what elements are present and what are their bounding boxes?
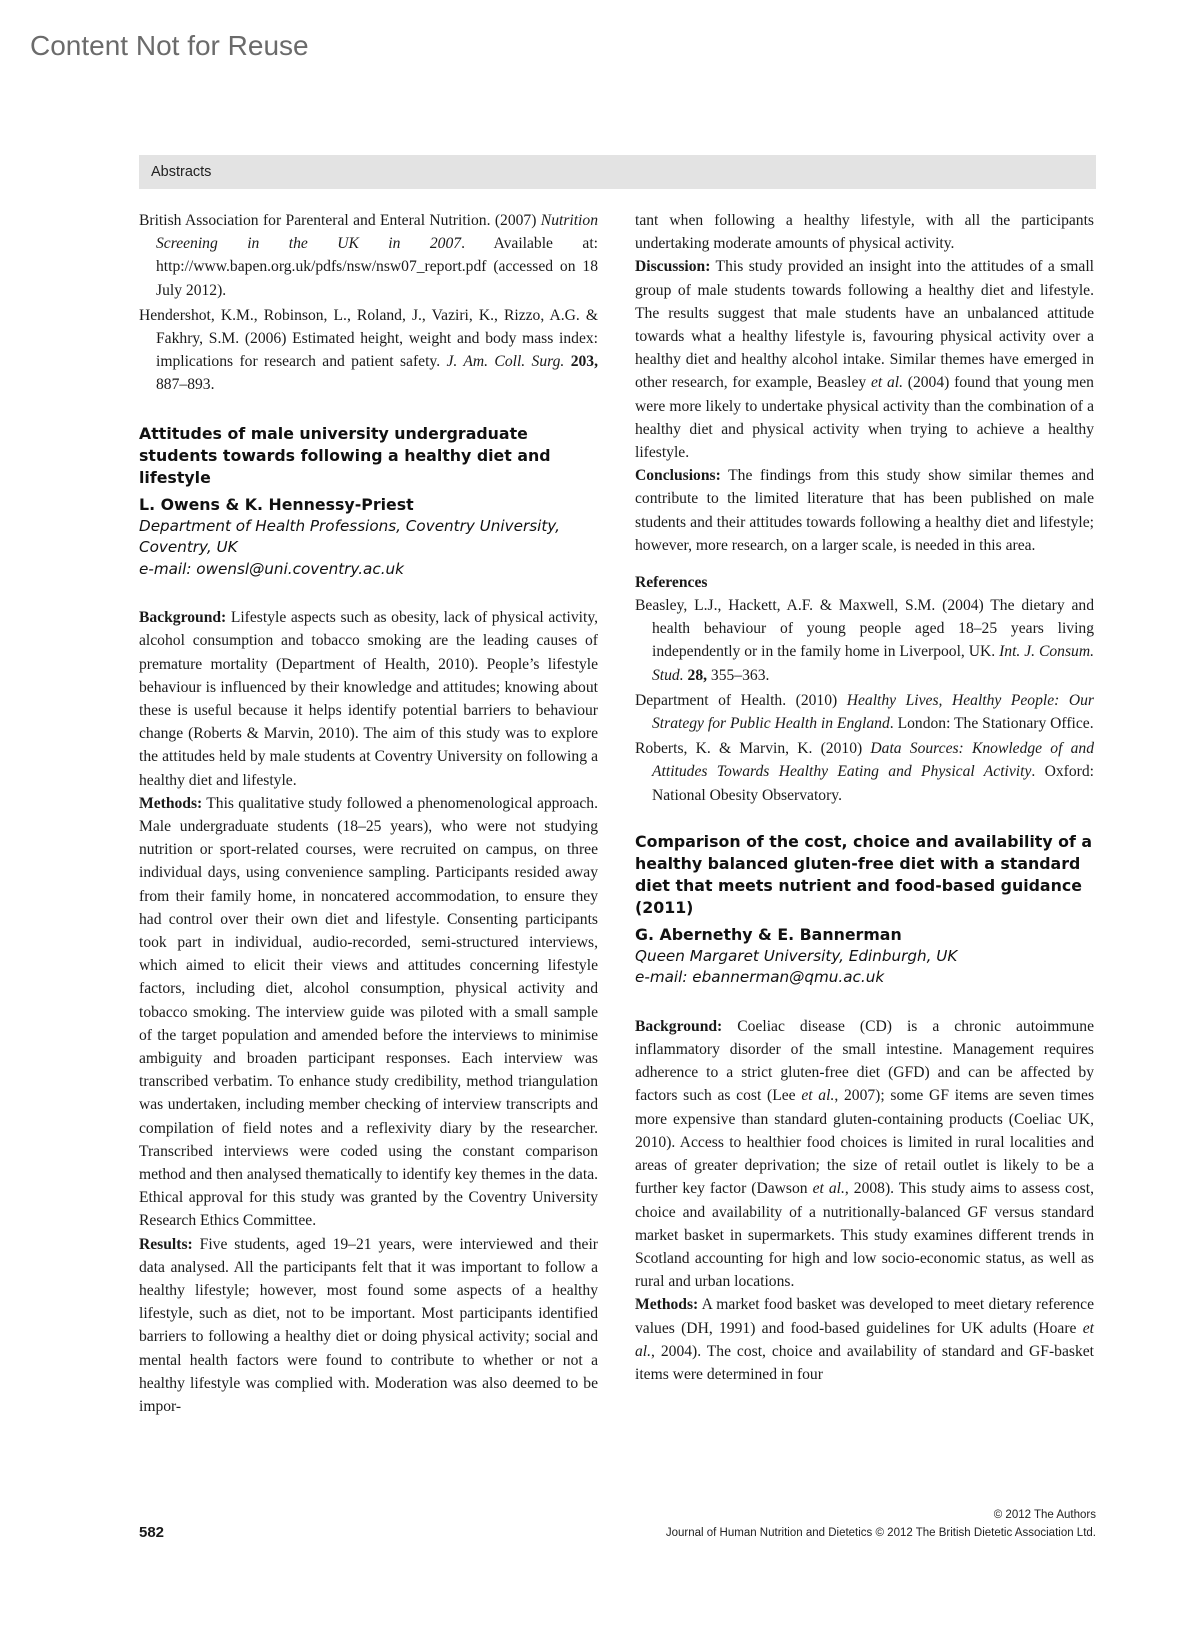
footer-journal: Journal of Human Nutrition and Dietetics © 2012 The British Dietetic Association Ltd. [665,1527,1096,1539]
watermark: Content Not for Reuse [30,30,309,61]
reference-item: Hendershot, K.M., Robinson, L., Roland, J., Vaziri, K., Rizzo, A.G. & Fakhry, S.M. (2006) Estimated height, weight and body mass index: implications for research and patient safety. J. Am. Coll. Surg. 203, 887–893. [139,306,598,394]
reference-item: Roberts, K. & Marvin, K. (2010) Data Sources: Knowledge of and Attitudes Towards Healthy Eating and Physical Activity. Oxford: National Obesity Observatory. [635,740,1095,804]
article-email: e-mail: ebannerman@qmu.ac.uk [635,968,885,987]
reference-item: Department of Health. (2010) Healthy Lives, Healthy People: Our Strategy for Public Health in England. London: The Stationary Office. [635,691,1094,733]
article-authors: G. Abernethy & E. Bannerman [635,924,902,944]
abstract-background: Background: Lifestyle aspects such as obesity, lack of physical activity, alcohol consumption and tobacco smoking are the leading causes of premature mortality (Department of Health, 2010). People’s lifestyle behaviour is influenced by their knowledge and attitudes; knowing about these is useful because it helps identify potential barriers to behaviour change (Roberts & Marvin, 2010). The aim of this study was to explore the attitudes held by male students at Coventry University on following a healthy diet and lifestyle. [139,609,598,789]
article-affiliation: Queen Margaret University, Edinburgh, UK [635,946,958,965]
article-email: e-mail: owensl@uni.coventry.ac.uk [139,559,404,578]
left-column [139,209,598,1418]
footer-credits [666,1506,1096,1542]
footer-copyright: © 2012 The Authors [993,1509,1096,1521]
reference-item: British Association for Parenteral and Enteral Nutrition. (2007) Nutrition Screening in the UK in 2007. Available at: http://www.bapen.org.uk/pdfs/nsw/nsw07_report.pdf (accessed on 18 July 2012). [139,212,598,299]
abstract-methods: Methods: This qualitative study followed a phenomenological approach. Male undergraduate students (18–25 years), who were not studying nutrition or sport-related courses, were recruited on campus, on three individual days, using convenience sampling. Participants resided away from their family home, in noncatered accommodation, to ensure they had control over their own diet and lifestyle. Consenting participants took part in individual, audio-recorded, semi-structured interviews, which aimed to elicit their views and attitudes concerning lifestyle factors, including diet, alcohol consumption, physical activity and tobacco smoking. The interview guide was piloted with a small sample of the target population and amended before the interviews to minimise ambiguity and broaden participant responses. Each interview was transcribed verbatim. To enhance study credibility, method triangulation was undertaken, including member checking of interview transcripts and compilation of field notes and a reflexivity diary by the researcher. Transcribed interviews were coded using the constant comparison method and then analysed thematically to identify key themes in the data. Ethical approval for this study was granted by the Coventry University Research Ethics Committee. [139,794,599,1230]
references-heading: References [635,574,708,592]
abstract-methods: Methods: A market food basket was developed to meet dietary reference values (DH, 1991) and food-based guidelines for UK adults (Hoare et al., 2004). The cost, choice and availability of standard and GF-basket items were determined in four [635,1296,1094,1383]
abstract-conclusions: Conclusions: The findings from this study show similar themes and contribute to the limited literature that has been published on male students and their attitudes towards following a healthy diet and lifestyle; however, more research, on a larger scale, is needed in this area. [635,467,1094,554]
page-number: 582 [139,1524,165,1541]
abstract-background: Background: Coeliac disease (CD) is a chronic autoimmune inflammatory disorder of the small intestine. Management requires adherence to a strict gluten-free diet (GFD) and can be affected by factors such as cost (Lee et al., 2007); some GF items are seven times more expensive than standard gluten-containing products (Coeliac UK, 2010). Access to healthier food choices is limited in rural localities and areas of greater deprivation; the size of retail outlet is likely to be a further key factor (Dawson et al., 2008). This study aims to assess cost, choice and availability of a nutritionally-balanced GF versus standard market basket in supermarkets. This study examines different trends in Scotland accounting for high and low socio-economic status, as well as rural and urban locations. [635,1017,1095,1291]
reference-item: Beasley, L.J., Hackett, A.F. & Maxwell, S.M. (2004) The dietary and health behaviour of young people aged 18–25 years living independently or in the family home in Liverpool, UK. Int. J. Consum. Stud. 28, 355–363. [635,597,1094,684]
section-header: Abstracts [151,164,212,180]
section-header-bar [139,155,1096,189]
article-authors: L. Owens & K. Hennessy-Priest [139,494,414,514]
abstract-results: Results: Five students, aged 19–21 years, were interviewed and their data analysed. All the participants felt that it was important to follow a healthy lifestyle; however, most found some aspects of a healthy lifestyle, such as diet, not to be important. Most participants identified barriers to following a healthy diet or doing physical activity; social and mental health factors were found to contribute to whether or not a healthy lifestyle was complied with. Moderation was also deemed to be impor- [139,1235,598,1416]
right-column [635,209,1094,1386]
abstract-results-continued: tant when following a healthy lifestyle, with all the participants undertaking moderate amounts of physical activity. [635,212,1094,253]
article-title: Comparison of the cost, choice and availability of a healthy balanced gluten-free diet with a standard diet that meets nutrient and food-based guidance (2011) [635,831,1093,917]
article-affiliation: Department of Health Professions, Coventry University, Coventry, UK [139,516,560,557]
abstract-discussion: Discussion: This study provided an insight into the attitudes of a small group of male students towards following a healthy diet and lifestyle. The results suggest that male students have an unbalanced attitude towards what a healthy lifestyle is, favouring physical activity over a healthy diet and healthy alcohol intake. Similar themes have emerged in other research, for example, Beasley et al. (2004) found that young men were more likely to undertake physical activity than the combination of a healthy diet and physical activity when trying to achieve a healthy lifestyle. [635,258,1094,462]
article-title: Attitudes of male university undergraduate students towards following a healthy diet and lifestyle [139,423,551,487]
